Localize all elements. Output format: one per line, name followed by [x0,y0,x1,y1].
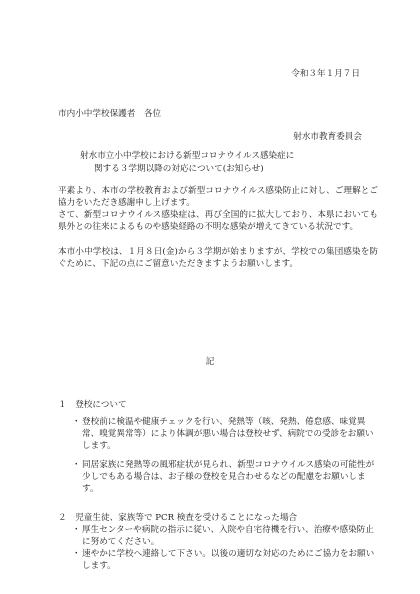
bullet-mark: ・ [72,460,81,470]
addressee: 市内小中学校保護者 各位 [58,109,162,119]
bullet-mark: ・ [72,417,81,427]
title-line-2: 関する３学期以降の対応について(お知らせ) [94,164,264,174]
list-item-text: 速やかに学校へ連絡して下さい。以後の適切な対応のためにご協力をお願いします。 [82,549,375,572]
bullet-mark: ・ [72,549,81,559]
bullet-mark: ・ [72,525,81,535]
list-item [72,524,382,548]
list-item [72,459,382,496]
paragraph-request: 本市小中学校は、１月８日(金)から３学期が始まりますが、学校での集団感染を防ぐために、下記の点にご留意いただきますようお願いします。 [58,247,378,270]
title-line-1: 射水市立小中学校における新型コロナウイルス感染症に [80,151,295,161]
paragraph-greeting: 平素より、本市の学校教育および新型コロナウイルス感染防止に対し、ご理解とご協力をいただき感謝申し上げます。 [58,186,378,209]
section-heading-pcr: ２ 児童生徒、家族等で PCR 検査を受けることになった場合 [58,513,298,523]
paragraph-situation: さて、新型コロナウイルス感染症は、再び全国的に拡大しており、本県においても県外との往来によるものや感染経路の不明な感染が増えてきている状況です。 [58,210,378,233]
ki-heading: 記 [205,357,215,367]
list-item [72,416,382,453]
list-item-text: 同居家族に発熱等の風邪症状が見られ、新型コロナウイルス感染の可能性が少しでもある場合は、お子様の登校を見合わせるなどの配慮をお願いします。 [82,460,375,495]
list-item-text: 登校前に検温や健康チェックを行い、発熱等（咳、発熱、倦怠感、味覚異常、嗅覚異常等）により体調が悪い場合は登校せず、病院での受診をお願いします。 [82,417,374,452]
list-item-text: 厚生センターや病院の指示に従い、入院や自宅待機を行い、治療や感染防止に努めてください。 [82,525,374,548]
section-heading-attendance: １ 登校について [58,400,127,410]
list-item [72,548,382,572]
issuer: 射水市教育委員会 [293,132,362,142]
document-date: 令和３年１月７日 [291,69,360,79]
